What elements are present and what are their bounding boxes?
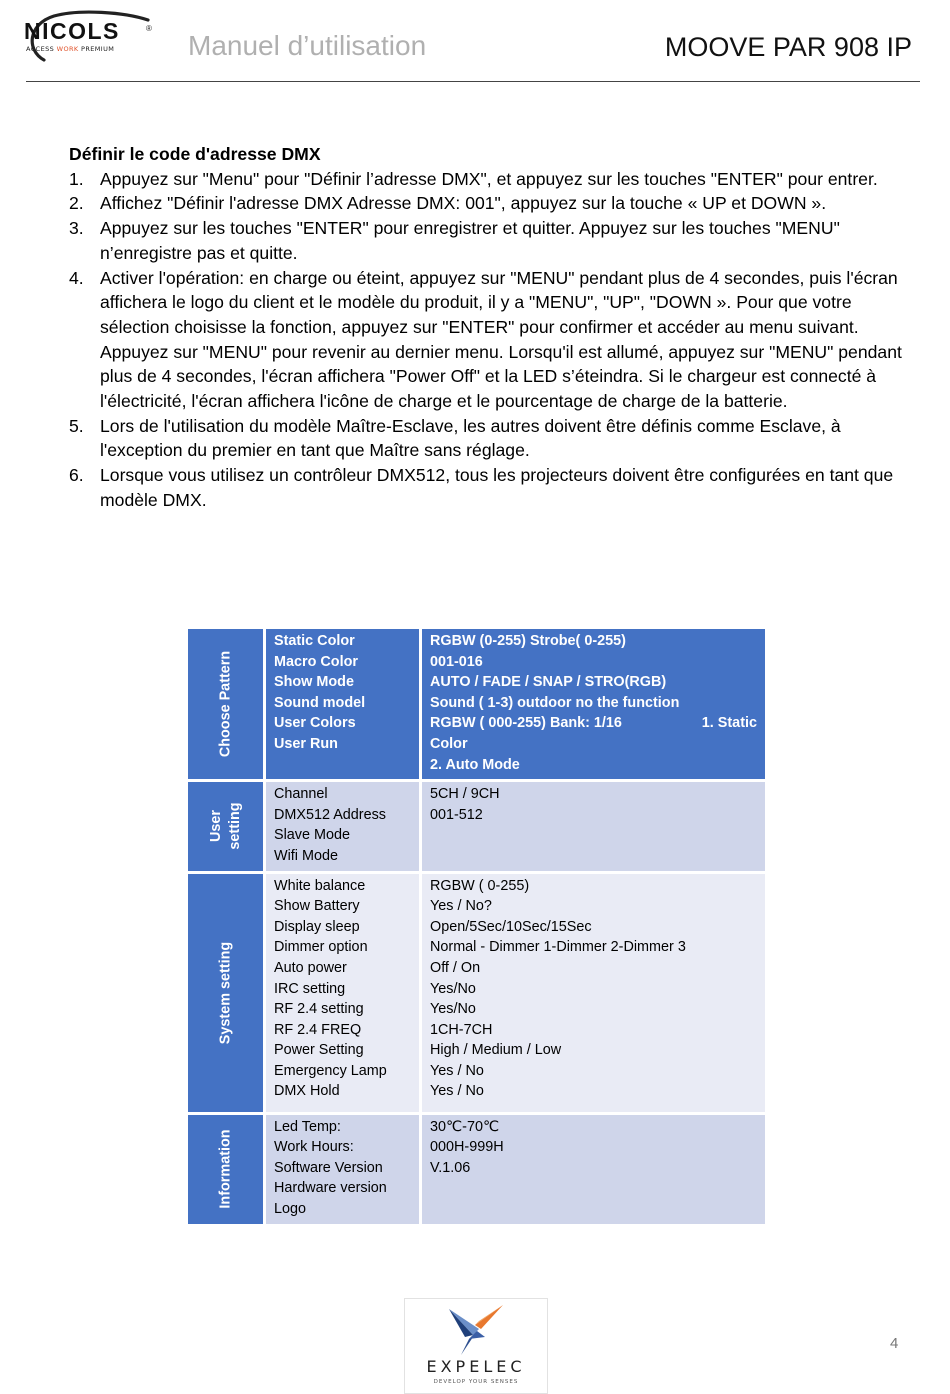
items-cell: Channel DMX512 Address Slave Mode Wifi Mode [265,781,421,872]
category-cell [187,1113,265,1225]
table-row-system-setting [187,872,767,1113]
list-item: 2. Affichez "Définir l'adresse DMX Adresse DMX: 001", appuyez sur la touche « UP et DOWN ». [69,193,827,214]
values-cell: 30℃-70℃ 000H-999H V.1.06 [421,1113,767,1225]
category-label-information: Information [217,1129,233,1209]
values-cell: RGBW (0-255) Strobe( 0-255) 001-016 AUTO / FADE / SNAP / STRO(RGB) Sound ( 1-3) outdoor no the function RGBW ( 000-255) Bank: 1/16 1. Static Color 2. Auto Mode [421,628,767,781]
list-item: 4. Activer l'opération: en charge ou éteint, appuyez sur "MENU" pendant plus de 4 secondes, puis l'écran affichera le logo du client et le modèle du produit, il y a "MENU", "UP", "DOWN ». Pour que votre sélection choisisse la fonction, appuyez sur "ENTER" pour confirmer et accéder au menu suivant. Appuyez sur "MENU" pour revenir au dernier menu. Lorsqu'il est allumé, appuyez sur "MENU" pendant plus de 4 secondes, l'écran affichera "Power Off" et la LED s’éteindra. Si le chargeur est connecté à l'électricité, l'écran affichera l'icône de charge et le pourcentage de charge de la batterie. [69,267,902,412]
category-cell [187,628,265,781]
items-cell: Led Temp: Work Hours: Software Version Hardware version Logo [265,1113,421,1225]
header-divider [26,81,920,82]
expelec-tagline: DEVELOP YOUR SENSES [433,1379,519,1385]
expelec-logo [404,1298,548,1394]
nicols-logo-tagline: ACCESS WORK PREMIUM [26,45,115,53]
menu-structure-table [185,626,768,1227]
page-header [0,0,950,84]
category-cell [187,781,265,872]
table-row-choose-pattern [187,628,767,781]
category-label-choose-pattern: Choose Pattern [217,650,233,758]
main-content [69,142,909,513]
category-cell [187,872,265,1113]
expelec-star-icon [405,1299,547,1357]
category-label-user-setting: User setting [207,802,243,850]
items-cell: Static Color Macro Color Show Mode Sound model User Colors User Run [265,628,421,781]
list-item: 3. Appuyez sur les touches "ENTER" pour enregistrer et quitter. Appuyez sur les touches "MENU" n’enregistre pas et quitte. [69,218,840,263]
table-row-user-setting [187,781,767,872]
nicols-registered-mark: ® [146,24,152,33]
expelec-brand: EXPELEC [426,1357,526,1376]
values-cell: 5CH / 9CH 001-512 [421,781,767,872]
section-title: Définir le code d'adresse DMX [69,144,321,164]
list-item: 5. Lors de l'utilisation du modèle Maître-Esclave, les autres doivent être définis comme Esclave, à l'exception du premier en tant que Maître sans réglage. [69,415,841,461]
values-cell: RGBW ( 0-255) Yes / No? Open/5Sec/10Sec/15Sec Normal - Dimmer 1-Dimmer 2-Dimmer 3 Off / On Yes/No Yes/No 1CH-7CH High / Medium / Low Yes / No Yes / No [421,872,767,1113]
list-item: 6. Lorsque vous utilisez un contrôleur DMX512, tous les projecteurs doivent être configurées en tant que modèle DMX. [69,465,894,510]
product-title: MOOVE PAR 908 IP [664,32,912,62]
steps-list [69,167,909,513]
manual-title: Manuel d’utilisation [188,30,427,61]
items-cell: White balance Show Battery Display sleep Dimmer option Auto power IRC setting RF 2.4 setting RF 2.4 FREQ Power Setting Emergency Lamp DMX Hold [265,872,421,1113]
category-label-system-setting: System setting [217,941,233,1044]
table-row-information [187,1113,767,1225]
nicols-logo-text: NICOLS [24,18,120,44]
page-number: 4 [890,1335,899,1352]
list-item: 1. Appuyez sur "Menu" pour "Définir l’adresse DMX", et appuyez sur les touches "ENTER" pour entrer. [69,168,878,189]
